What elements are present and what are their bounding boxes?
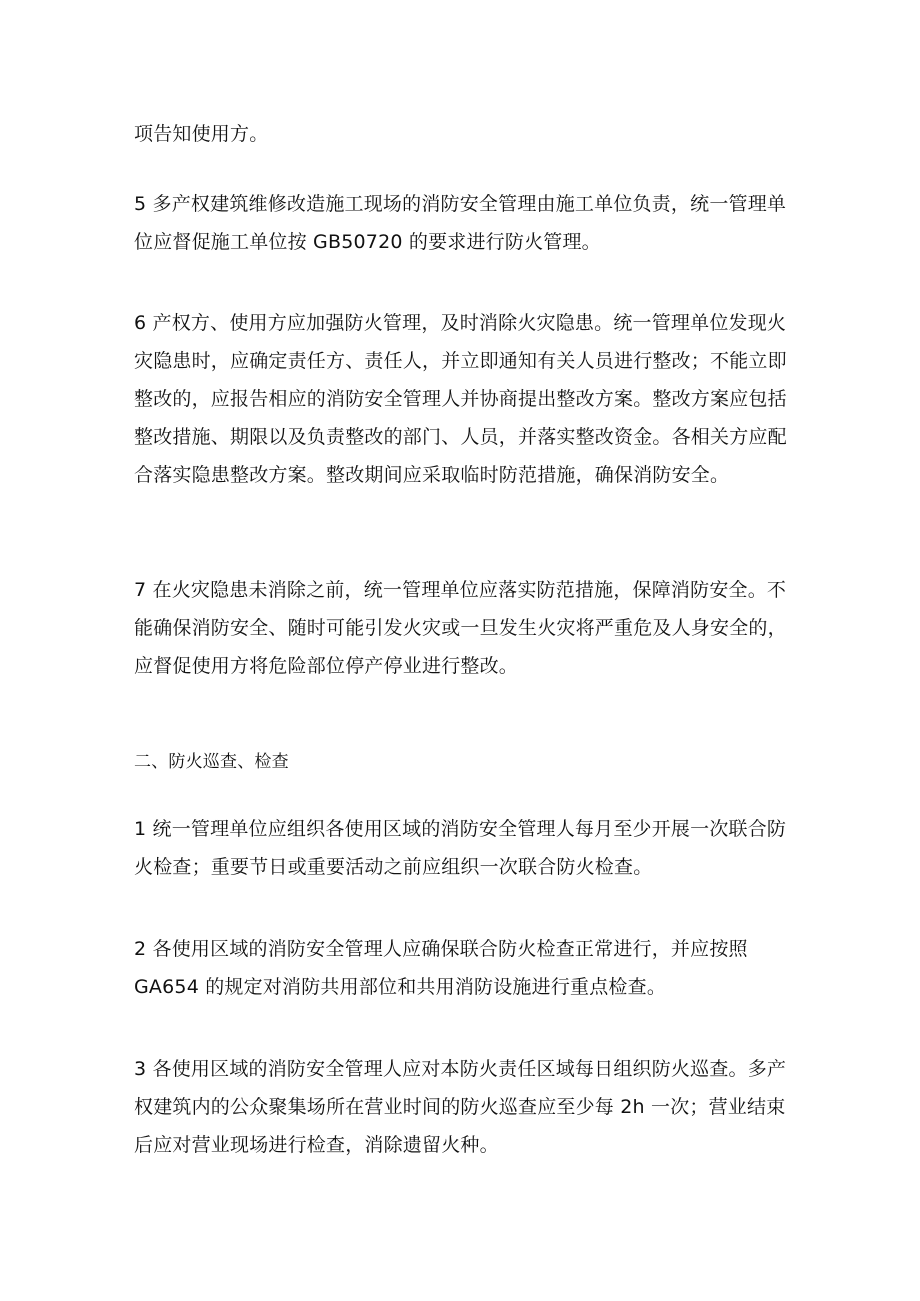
paragraph-item-3: 3 各使用区域的消防安全管理人应对本防火责任区域每日组织防火巡查。多产权建筑内的公众聚集场所在营业时间的防火巡查应至少每 2h 一次；营业结束后应对营业现场进行检查，消除遗留火种。 — [134, 1058, 787, 1156]
paragraph-continuation: 项告知使用方。 — [134, 123, 269, 145]
paragraph-item-2: 2 各使用区域的消防安全管理人应确保联合防火检查正常进行，并应按照 GA654 的规定对消防共用部位和共用消防设施进行重点检查。 — [134, 938, 748, 998]
paragraph-item-6: 6 产权方、使用方应加强防火管理，及时消除火灾隐患。统一管理单位发现火灾隐患时，应确定责任方、责任人，并立即通知有关人员进行整改；不能立即整改的，应报告相应的消防安全管理人并协商提出整改方案。整改方案应包括整改措施、期限以及负责整改的部门、人员，并落实整改资金。各相关方应配合落实隐患整改方案。整改期间应采取临时防范措施，确保消防安全。 — [134, 312, 787, 486]
paragraph-item-7: 7 在火灾隐患未消除之前，统一管理单位应落实防范措施，保障消防安全。不能确保消防安全、随时可能引发火灾或一旦发生火灾将严重危及人身安全的，应督促使用方将危险部位停产停业进行整改。 — [134, 579, 787, 677]
paragraph-item-5: 5 多产权建筑维修改造施工现场的消防安全管理由施工单位负责，统一管理单位应督促施工单位按 GB50720 的要求进行防火管理。 — [134, 193, 787, 253]
paragraph-item-1: 1 统一管理单位应组织各使用区域的消防安全管理人每月至少开展一次联合防火检查；重要节日或重要活动之前应组织一次联合防火检查。 — [134, 818, 787, 878]
section-heading: 二、防火巡查、检查 — [134, 752, 289, 772]
